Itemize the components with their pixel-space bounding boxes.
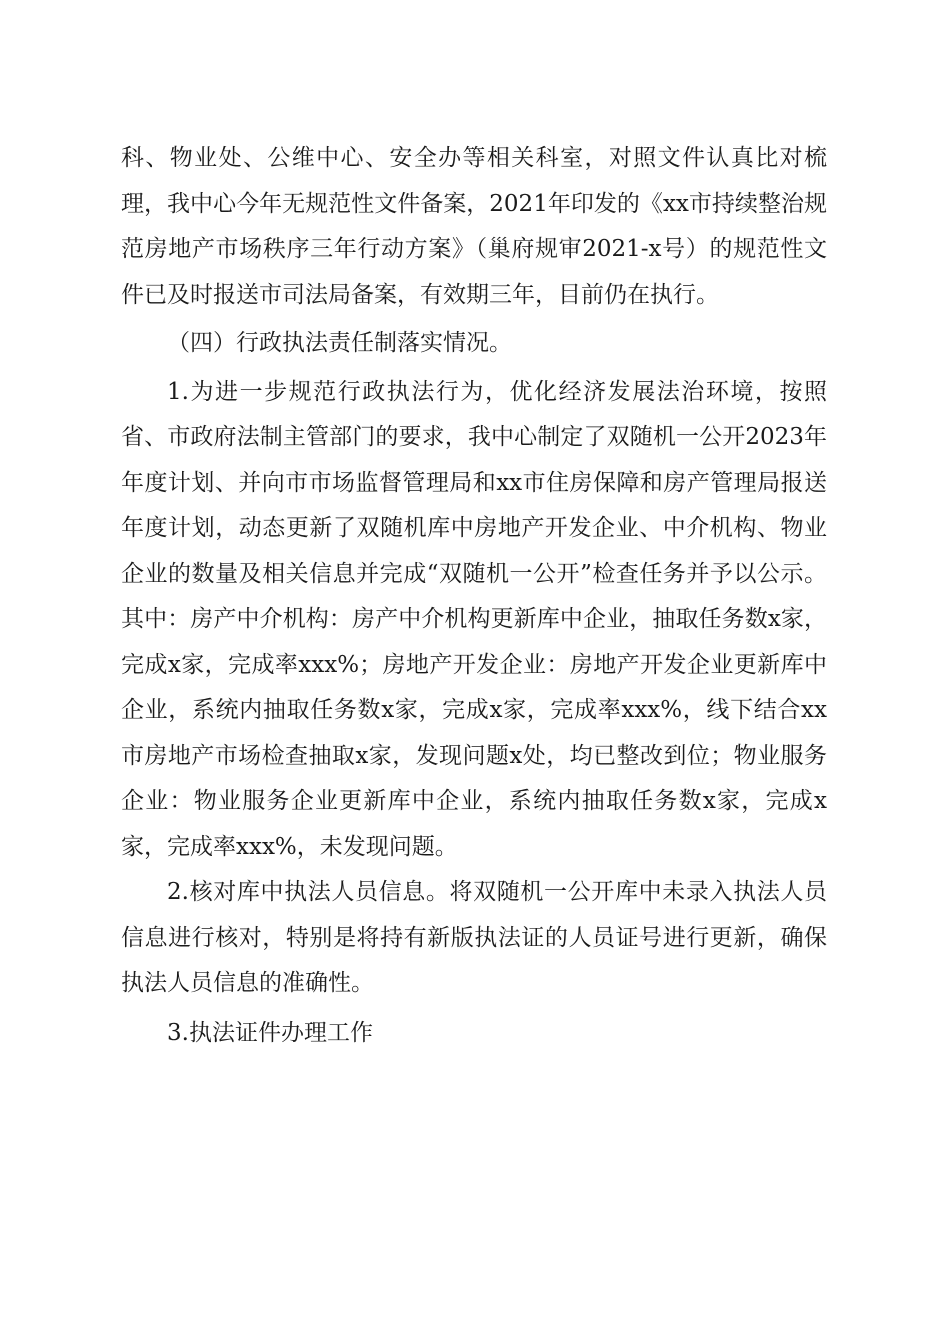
section-heading-enforcement-responsibility: （四）行政执法责任制落实情况。 xyxy=(167,330,512,356)
paragraph-continuation: 科、物业处、公维中心、安全办等相关科室，对照文件认真比对梳理，我中心今年无规范性文件备案，2021年印发的《xx市持续整治规范房地产市场秩序三年行动方案》（巢府规审2021-x号）的规范性文件已及时报送市司法局备案，有效期三年，目前仍在执行。 xyxy=(121,145,827,308)
paragraph-item-1: 1.为进一步规范行政执法行为，优化经济发展法治环境，按照省、市政府法制主管部门的要求，我中心制定了双随机一公开2023年年度计划、并向市市场监督管理局和xx市住房保障和房产管理局报送年度计划，动态更新了双随机库中房地产开发企业、中介机构、物业企业的数量及相关信息并完成“双随机一公开”检查任务并予以公示。其中：房产中介机构：房产中介机构更新库中企业，抽取任务数x家，完成x家，完成率xxx%；房地产开发企业：房地产开发企业更新库中企业，系统内抽取任务数x家，完成x家，完成率xxx%，线下结合xx市房地产市场检查抽取x家，发现问题x处，均已整改到位；物业服务企业：物业服务企业更新库中企业，系统内抽取任务数x家，完成x家，完成率xxx%，未发现问题。 xyxy=(121,378,827,860)
document-body xyxy=(121,136,827,1056)
paragraph-item-3: 3.执法证件办理工作 xyxy=(167,1019,373,1046)
paragraph-item-2: 2.核对库中执法人员信息。将双随机一公开库中未录入执法人员信息进行核对，特别是将持有新版执法证的人员证号进行更新，确保执法人员信息的准确性。 xyxy=(121,879,827,996)
